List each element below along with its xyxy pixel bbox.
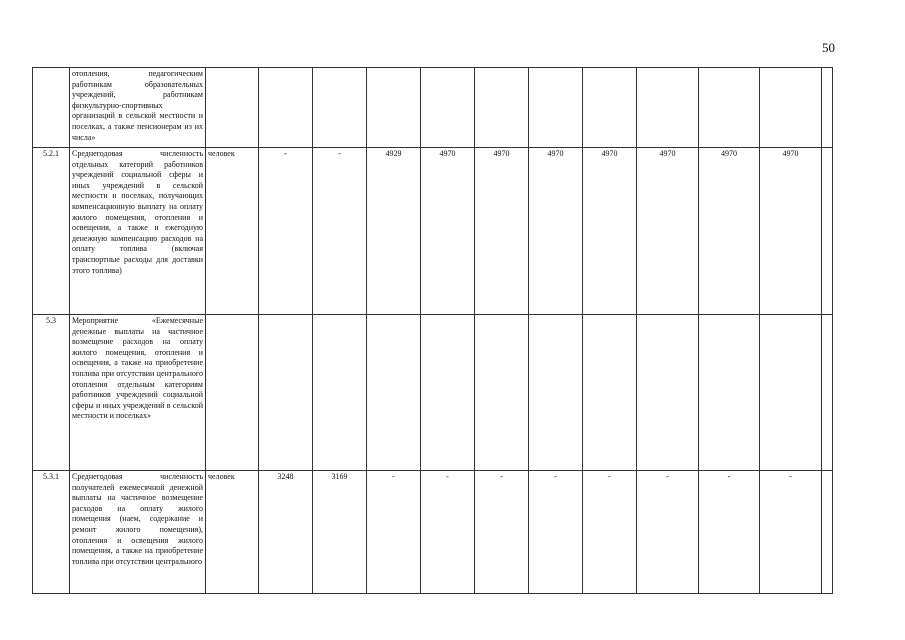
table-row <box>33 68 833 148</box>
row-value <box>583 68 637 148</box>
row-value: - <box>313 148 367 315</box>
row-value <box>699 68 760 148</box>
table-row <box>33 148 833 315</box>
row-value <box>421 315 475 471</box>
row-unit <box>206 68 259 148</box>
row-value <box>421 68 475 148</box>
row-value: 4970 <box>421 148 475 315</box>
indicator-table <box>32 67 833 594</box>
row-value <box>367 315 421 471</box>
row-value <box>529 315 583 471</box>
row-value <box>259 315 313 471</box>
row-value <box>699 315 760 471</box>
row-value: - <box>421 471 475 594</box>
row-value <box>475 68 529 148</box>
row-value <box>313 315 367 471</box>
row-value <box>760 315 822 471</box>
row-value <box>637 68 699 148</box>
row-description: отопления, педагогическим работникам образовательных учреждений, работникам физкультурно-спортивных организаций в сельской местности и поселках, а также пенсионерам из их числа» <box>70 68 206 148</box>
row-number: 5.2.1 <box>33 148 70 315</box>
row-value <box>760 68 822 148</box>
row-number: 5.3.1 <box>33 471 70 594</box>
row-unit <box>206 315 259 471</box>
row-value: 4929 <box>367 148 421 315</box>
row-value <box>583 315 637 471</box>
row-value: - <box>529 471 583 594</box>
row-value <box>637 315 699 471</box>
row-value: 4970 <box>760 148 822 315</box>
row-value: - <box>637 471 699 594</box>
row-value: - <box>259 148 313 315</box>
row-value <box>475 315 529 471</box>
row-value <box>313 68 367 148</box>
row-value: - <box>583 471 637 594</box>
row-unit: человек <box>206 471 259 594</box>
row-description: Мероприятие «Ежемесячные денежные выплаты на частичное возмещение расходов на оплату жилого помещения, отопления и освещения, а также на приобретение топлива при отсутствии центрального отопления отдельным категориям работников учреждений социальной сферы и иных учреждений в сельской местности и поселках» <box>70 315 206 471</box>
row-value <box>259 68 313 148</box>
row-number <box>33 68 70 148</box>
row-unit: человек <box>206 148 259 315</box>
row-value <box>822 315 833 471</box>
row-description: Среднегодовая численность отдельных категорий работников учреждений социальной сферы и иных учреждений в сельской местности и поселках, получающих компенсационную выплату на оплату жилого помещения, отопления и освещения, а также и ежегодную денежную компенсацию расходов на оплату топлива (включая транспортные расходы для доставки этого топлива) <box>70 148 206 315</box>
row-number: 5.3 <box>33 315 70 471</box>
table-row <box>33 471 833 594</box>
row-value: - <box>760 471 822 594</box>
page-number: 50 <box>822 40 835 55</box>
row-value: - <box>367 471 421 594</box>
row-value: 3169 <box>313 471 367 594</box>
row-value: 4970 <box>475 148 529 315</box>
row-value <box>367 68 421 148</box>
row-value: 4970 <box>583 148 637 315</box>
row-value: 4970 <box>699 148 760 315</box>
row-value <box>822 68 833 148</box>
row-value: 3248 <box>259 471 313 594</box>
row-value <box>822 148 833 315</box>
row-value: 4970 <box>529 148 583 315</box>
row-value: 4970 <box>637 148 699 315</box>
row-value <box>822 471 833 594</box>
row-value: - <box>699 471 760 594</box>
row-value <box>529 68 583 148</box>
row-value: - <box>475 471 529 594</box>
table-row <box>33 315 833 471</box>
row-description: Среднегодовая численность получателей ежемесячной денежной выплаты на частичное возмещение расходов на оплату жилого помещения (наем, содержание и ремонт жилого помещения), отопления и освещения жилого помещения, а также на приобретение топлива при отсутствии центрального <box>70 471 206 594</box>
